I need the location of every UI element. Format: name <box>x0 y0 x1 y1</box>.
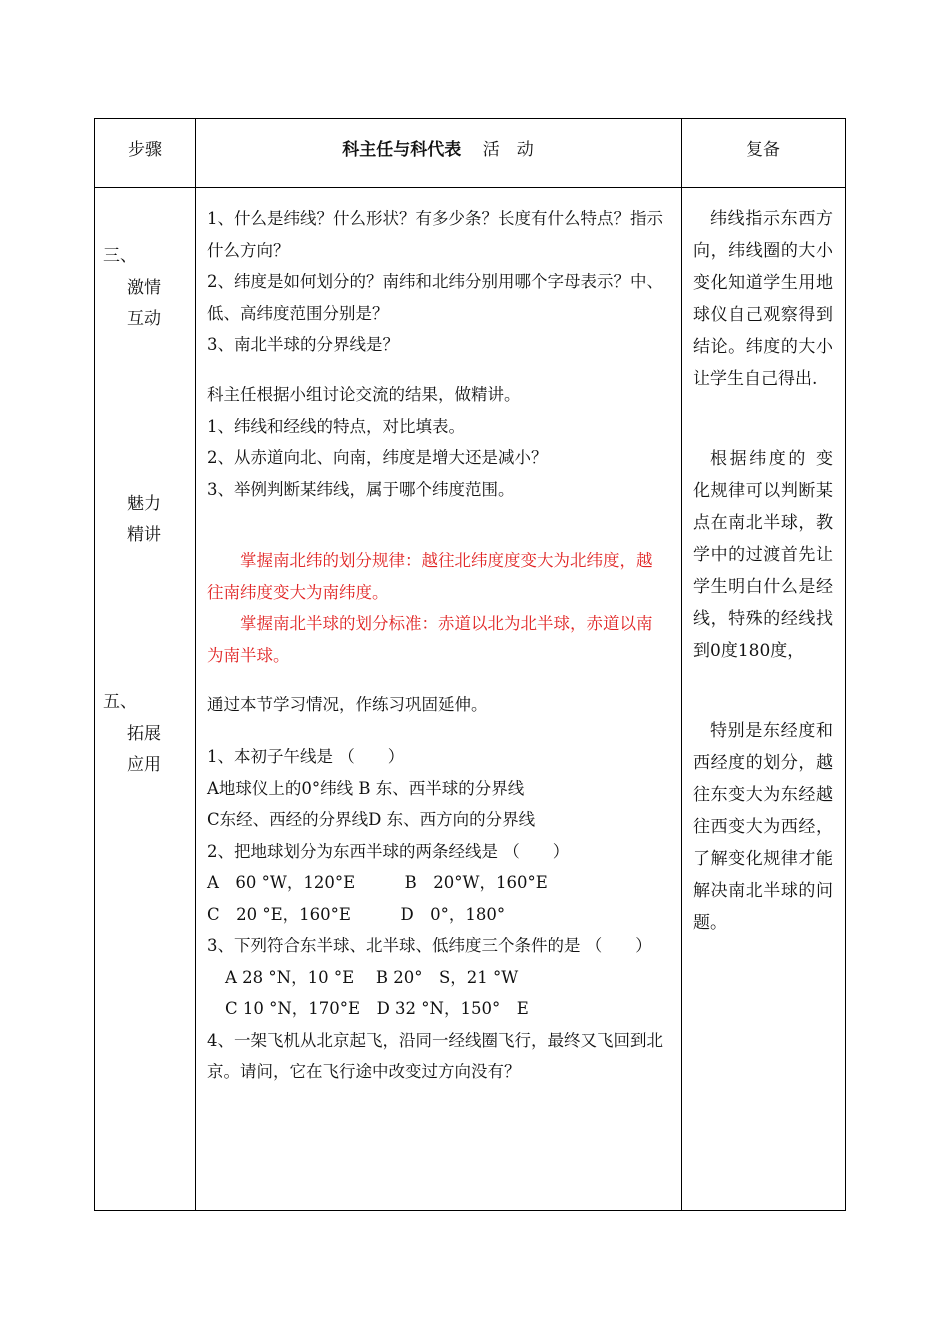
column-divider-2 <box>681 119 682 1210</box>
header-activity <box>195 135 681 160</box>
explain-item-2: 2、从赤道向北、向南，纬度是增大还是减小？ <box>207 448 548 467</box>
step5-number: 五、 <box>103 692 137 712</box>
review-note-1-text: 纬线指示东西方向，纬线圈的大小变化知道学生用地球仪自己观察得到结论。纬度的大小让学生自己得出. <box>693 209 833 389</box>
step4-label-b: 精讲 <box>127 525 161 545</box>
practice-q1: 1、本初子午线是 （ ） <box>207 747 405 766</box>
activity-explain <box>207 379 667 505</box>
review-note-2 <box>693 443 833 667</box>
explain-item-1: 1、纬线和经线的特点，对比填表。 <box>207 416 465 436</box>
step3-number: 三、 <box>103 246 137 266</box>
key-point-2: 掌握南北半球的划分标准：赤道以北为北半球，赤道以南为南半球。 <box>207 614 653 665</box>
practice-q2-options-b: C 20 °E，160°E D 0°，180° <box>207 904 506 924</box>
header-review: 复备 <box>746 140 780 160</box>
step5-label-b: 应用 <box>127 755 161 775</box>
practice-q2: 2、把地球划分为东西半球的两条经线是 （ ） <box>207 841 570 861</box>
explain-intro: 科主任根据小组讨论交流的结果，做精讲。 <box>207 385 521 404</box>
practice-intro: 通过本节学习情况，作练习巩固延伸。 <box>207 695 488 714</box>
review-note-3-text: 特别是东经度和西经度的划分，越往东变大为东经越往西变大为西经，了解变化规律才能解决南北半球的问题。 <box>693 721 833 933</box>
header-step: 步骤 <box>128 140 162 160</box>
practice-q3-options-b: C 10 °N，170°E D 32 °N，150° E <box>225 999 529 1018</box>
lesson-table <box>94 118 846 1211</box>
column-divider-1 <box>195 119 196 1210</box>
header-divider <box>95 187 845 188</box>
header-activity-title: 科主任与科代表 <box>342 140 462 160</box>
practice-q1-options-b: C东经、西经的分界线D 东、西方向的分界线 <box>207 810 536 829</box>
activity-questions <box>207 203 667 361</box>
step3-label-b: 互动 <box>127 309 161 329</box>
step5-label-a: 拓展 <box>127 724 161 744</box>
key-point-1: 掌握南北纬的划分规律：越往北纬度度变大为北纬度，越往南纬度变大为南纬度。 <box>207 551 653 602</box>
step4-label-a: 魅力 <box>127 494 161 514</box>
practice-q2-options-a: A 60 °W，120°E B 20°W，160°E <box>207 873 548 892</box>
review-note-2-text: 根据纬度的 变化规律可以判断某点在南北半球，教学中的过渡首先让学生明白什么是经线，特殊的经线找到0度180度， <box>693 449 833 661</box>
activity-key-points <box>207 545 667 671</box>
practice-q1-options-a: A地球仪上的0°纬线 B 东、西半球的分界线 <box>207 778 525 798</box>
explain-item-3: 3、举例判断某纬线，属于哪个纬度范围。 <box>207 479 515 499</box>
practice-q3: 3、下列符合东半球、北半球、低纬度三个条件的是 （ ） <box>207 936 652 955</box>
practice-q3-options-a: A 28 °N，10 °E B 20° S，21 °W <box>225 967 519 987</box>
question-3: 3、南北半球的分界线是？ <box>207 335 399 354</box>
review-note-3 <box>693 715 833 939</box>
step3-label-a: 激情 <box>127 278 161 298</box>
header-activity-label: 活 动 <box>482 140 534 160</box>
review-note-1 <box>693 203 833 395</box>
practice-q4: 4、一架飞机从北京起飞，沿同一经线圈飞行，最终又飞回到北京。请问，它在飞行途中改变过方向没有？ <box>207 1030 663 1081</box>
question-2: 2、纬度是如何划分的？南纬和北纬分别用哪个字母表示？中、低、高纬度范围分别是？ <box>207 272 663 323</box>
practice-exercises <box>207 741 667 1088</box>
question-1: 1、什么是纬线？什么形状？有多少条？长度有什么特点？指示什么方向？ <box>207 209 663 260</box>
